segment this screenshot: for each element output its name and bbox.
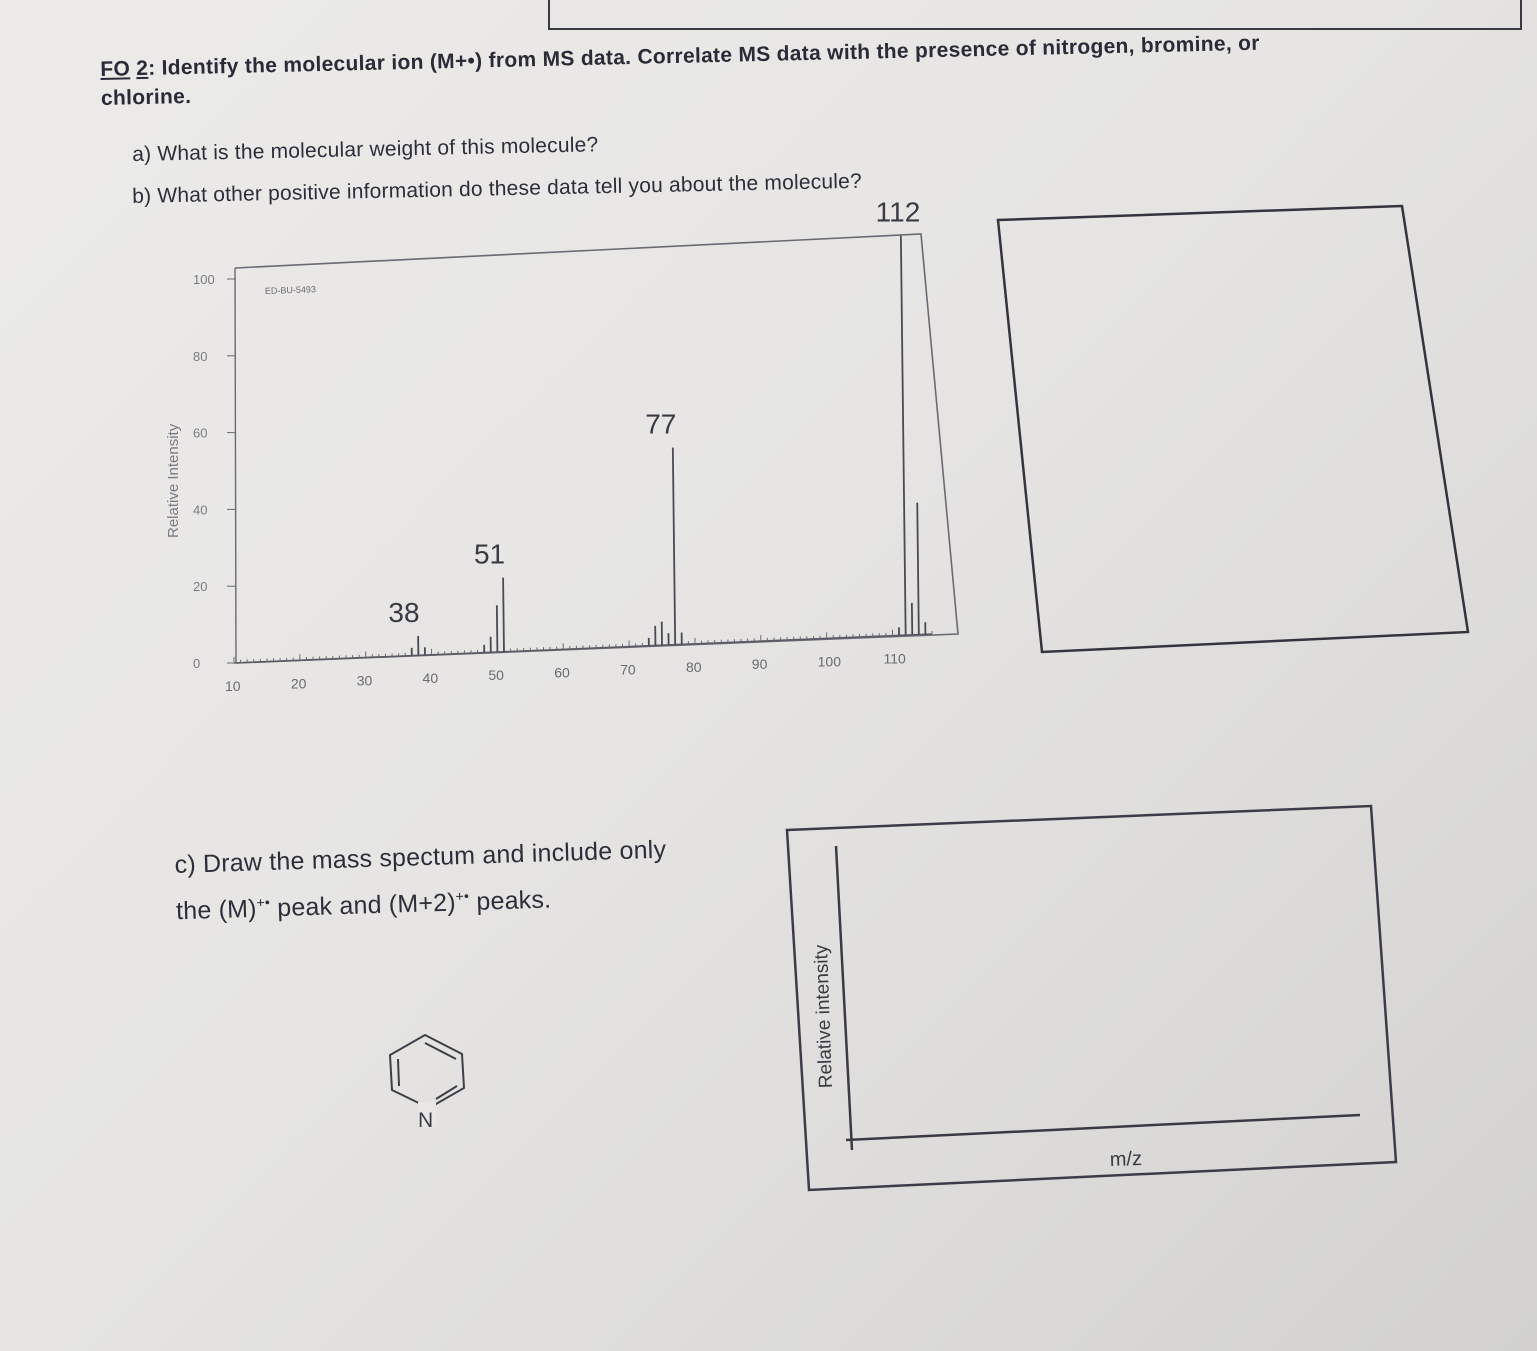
x-tick-label: 90 <box>751 656 768 673</box>
question-c-part1: c) Draw the mass spectum and include only the (M) <box>174 835 667 926</box>
peak-bar <box>673 448 675 645</box>
question-c-part2: peak and (M+2) <box>269 888 457 923</box>
peak-label: 38 <box>388 596 420 628</box>
y-tick-label: 100 <box>193 272 215 287</box>
y-tick-label: 20 <box>193 579 208 595</box>
chart-code: ED-BU-5493 <box>264 284 317 296</box>
chart-y-axis <box>193 268 236 671</box>
double-bond-top <box>425 1043 456 1059</box>
chart-peak-labels <box>388 197 920 628</box>
draw-box-x-axis <box>846 1115 1360 1140</box>
x-tick-label: 30 <box>356 672 373 689</box>
peak-bar <box>917 503 919 635</box>
pyridine-ring <box>390 1035 464 1108</box>
chart-y-axis-line <box>235 268 236 663</box>
y-tick-label: 0 <box>193 656 201 671</box>
peak-label: 112 <box>875 196 921 228</box>
x-tick-label: 70 <box>620 661 636 678</box>
x-tick-label: 110 <box>883 650 906 667</box>
y-tick-label: 40 <box>193 502 208 518</box>
peak-bar <box>497 605 498 652</box>
x-tick-label: 100 <box>817 653 842 670</box>
answer-box-b <box>998 206 1468 652</box>
question-a: a) What is the molecular weight of this molecule? <box>132 133 599 166</box>
peak-bar <box>901 236 906 635</box>
question-b: b) What other positive information do these data tell you about the molecule? <box>132 169 863 208</box>
x-tick-label: 10 <box>225 678 241 694</box>
draw-box-x-label: m/z <box>1109 1147 1143 1171</box>
draw-box-y-label: Relative intensity <box>810 944 837 1089</box>
x-tick-label: 50 <box>488 667 504 684</box>
nitrogen-atom-label: N <box>418 1109 434 1132</box>
draw-box-y-axis <box>836 846 852 1150</box>
question-c-sup1: +• <box>256 894 271 911</box>
chart-bars <box>412 236 926 656</box>
pyridine-molecule <box>390 1035 464 1108</box>
chart-y-axis-label: Relative Intensity <box>165 423 182 538</box>
draw-box <box>787 806 1396 1190</box>
chart-frame <box>235 234 958 663</box>
fo-label: FO <box>100 57 131 81</box>
question-c-part3: peaks. <box>468 885 552 917</box>
x-tick-label: 60 <box>554 664 570 681</box>
question-number: 2 <box>135 56 149 81</box>
heading-text: : Identify the molecular ion (M+•) from MS data. Correlate MS data with the presence of nitrogen, bromine, or chlorine. <box>100 31 1260 110</box>
x-tick-label: 80 <box>685 658 702 675</box>
mass-spectrum-chart <box>165 197 958 694</box>
peak-bar <box>503 578 504 652</box>
x-tick-label: 20 <box>290 675 307 692</box>
peak-label: 77 <box>645 408 677 440</box>
double-bond-left <box>398 1059 399 1086</box>
y-tick-label: 60 <box>193 425 208 441</box>
peak-label: 51 <box>473 538 506 570</box>
x-tick-label: 40 <box>422 669 439 686</box>
question-c-sup2: +• <box>455 887 470 905</box>
y-tick-label: 80 <box>193 348 208 364</box>
